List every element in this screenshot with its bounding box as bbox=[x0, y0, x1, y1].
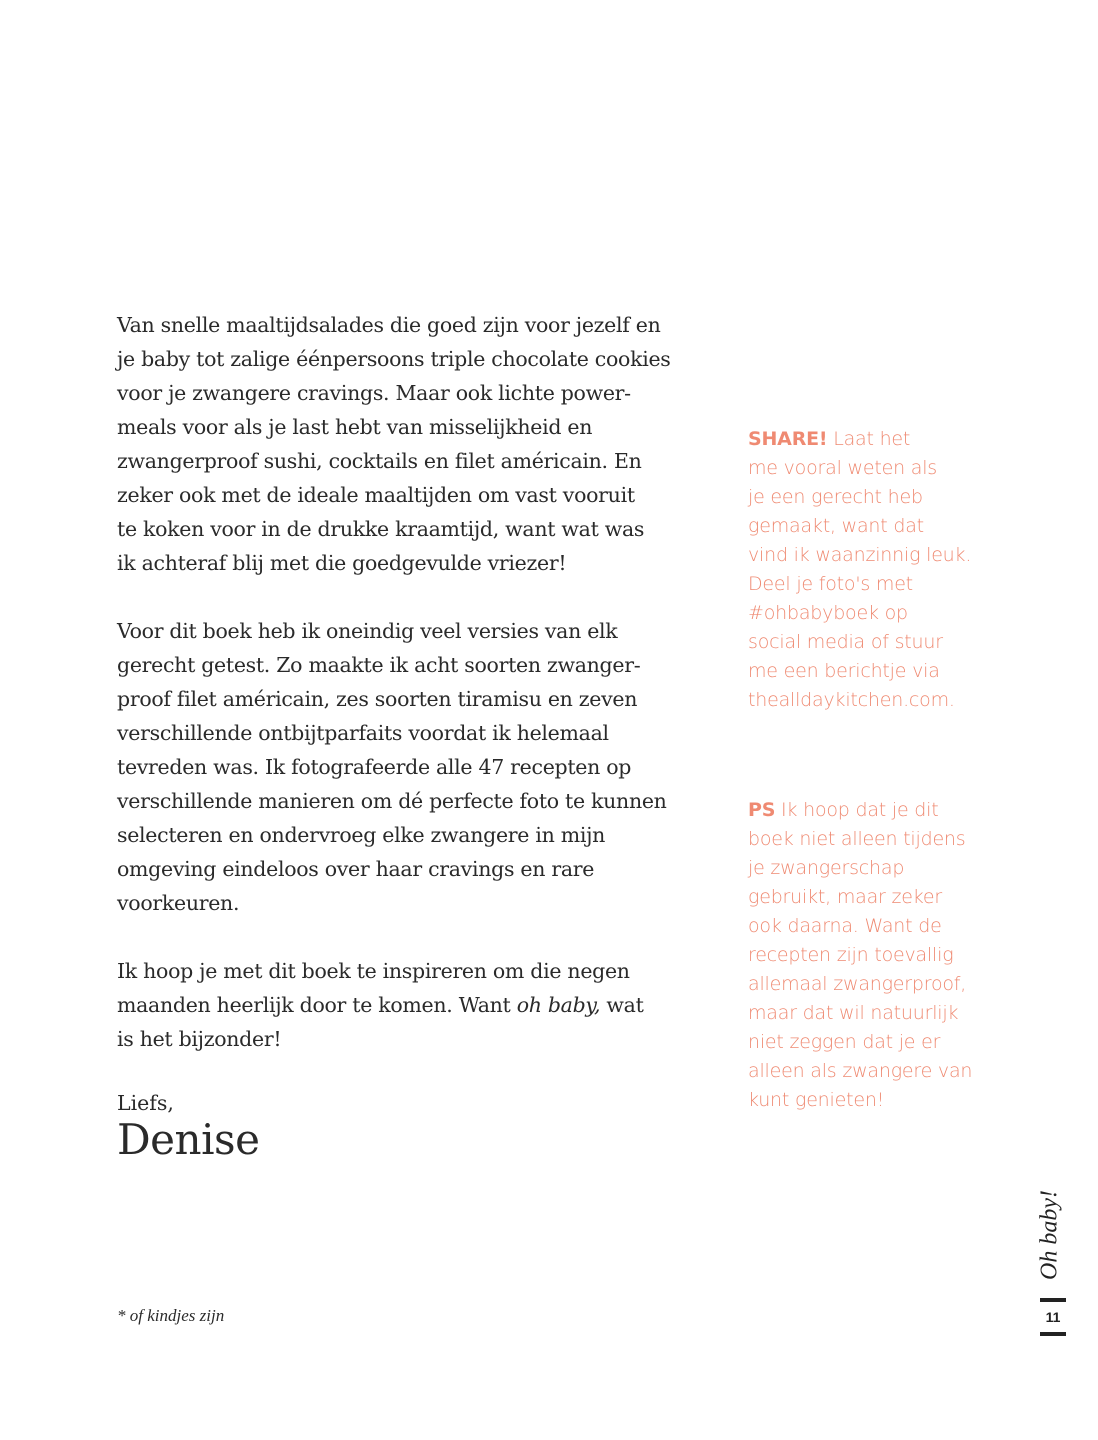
note-line: boek niet alleen tijdens bbox=[748, 828, 966, 850]
note-line: alleen als zwangere van bbox=[748, 1060, 973, 1082]
text-line: zeker ook met de ideale maaltijden om vast vooruit bbox=[117, 483, 635, 507]
text-line: Van snelle maaltijdsalades die goed zijn voor jezelf en bbox=[117, 313, 661, 337]
running-title bbox=[1030, 1180, 1070, 1290]
text-line: omgeving eindeloos over haar cravings en rare bbox=[117, 857, 595, 881]
note-line: Ik hoop dat je dit bbox=[775, 799, 939, 821]
text-line bbox=[117, 988, 657, 1022]
footnote: * of kindjes zijn bbox=[117, 1306, 225, 1325]
note-line: kunt genieten! bbox=[748, 1089, 885, 1111]
note-line: social media of stuur bbox=[748, 631, 943, 653]
page-number: 11 bbox=[1045, 1309, 1061, 1325]
running-title-text: Oh baby! bbox=[1036, 1190, 1063, 1280]
share-label: SHARE! bbox=[748, 428, 828, 450]
website-line: thealldaykitchen.com. bbox=[748, 689, 955, 711]
note-line: Laat het bbox=[827, 428, 911, 450]
body-text bbox=[117, 308, 671, 1090]
text-line: meals voor als je last hebt van misselijkheid en bbox=[117, 415, 593, 439]
text-line: voorkeuren. bbox=[117, 891, 240, 915]
closing: Liefs, bbox=[117, 1091, 174, 1115]
note-line: vind ik waanzinnig leuk. bbox=[748, 544, 972, 566]
text-line: is het bijzonder! bbox=[117, 1027, 282, 1051]
note-line: niet zeggen dat je er bbox=[748, 1031, 941, 1053]
note-line: Deel je foto's met bbox=[748, 573, 913, 595]
ps-note bbox=[748, 796, 1008, 1115]
paragraph-3 bbox=[117, 954, 657, 1056]
ps-label: PS bbox=[748, 799, 776, 821]
text-line: zwangerproof sushi, cocktails en filet américain. En bbox=[117, 449, 642, 473]
page-number-bar-bottom bbox=[1040, 1332, 1066, 1336]
note-line: me een berichtje via bbox=[748, 660, 940, 682]
paragraph-2 bbox=[117, 614, 667, 920]
signature-name: Denise bbox=[117, 1115, 260, 1164]
hashtag-line: #ohbabyboek op bbox=[748, 602, 908, 624]
text-line: Voor dit boek heb ik oneindig veel versies van elk bbox=[117, 619, 618, 643]
note-line: ook daarna. Want de bbox=[748, 915, 942, 937]
note-line: gebruikt, maar zeker bbox=[748, 886, 942, 908]
text-line: Ik hoop je met dit boek te inspireren om die negen bbox=[117, 959, 630, 983]
share-note bbox=[748, 425, 1008, 715]
note-line: je een gerecht heb bbox=[748, 486, 923, 508]
text-line: voor je zwangere cravings. Maar ook lichte power- bbox=[117, 381, 631, 405]
paragraph-1 bbox=[117, 308, 671, 580]
emphasis-text: oh baby, bbox=[516, 993, 601, 1017]
note-line: me vooral weten als bbox=[748, 457, 937, 479]
text-line: verschillende ontbijtparfaits voordat ik helemaal bbox=[117, 721, 609, 745]
signature-block bbox=[117, 1088, 259, 1162]
text-line: proof filet américain, zes soorten tiramisu en zeven bbox=[117, 687, 638, 711]
note-line: gemaakt, want dat bbox=[748, 515, 924, 537]
text-line: gerecht getest. Zo maakte ik acht soorten zwanger- bbox=[117, 653, 641, 677]
text-line: tevreden was. Ik fotografeerde alle 47 recepten op bbox=[117, 755, 632, 779]
note-line: allemaal zwangerproof, bbox=[748, 973, 967, 995]
text-line: selecteren en ondervroeg elke zwangere in mijn bbox=[117, 823, 606, 847]
text-line: verschillende manieren om dé perfecte foto te kunnen bbox=[117, 789, 667, 813]
text-span: maanden heerlijk door te komen. Want bbox=[117, 993, 517, 1017]
note-line: je zwangerschap bbox=[748, 857, 905, 879]
note-line: maar dat wil natuurlijk bbox=[748, 1002, 959, 1024]
text-line: je baby tot zalige éénpersoons triple chocolate cookies bbox=[117, 347, 671, 371]
text-span: wat bbox=[600, 993, 644, 1017]
text-line: te koken voor in de drukke kraamtijd, want wat was bbox=[117, 517, 645, 541]
text-line: ik achteraf blij met die goedgevulde vriezer! bbox=[117, 551, 567, 575]
page-number-bar-top bbox=[1040, 1298, 1066, 1302]
note-line: recepten zijn toevallig bbox=[748, 944, 954, 966]
